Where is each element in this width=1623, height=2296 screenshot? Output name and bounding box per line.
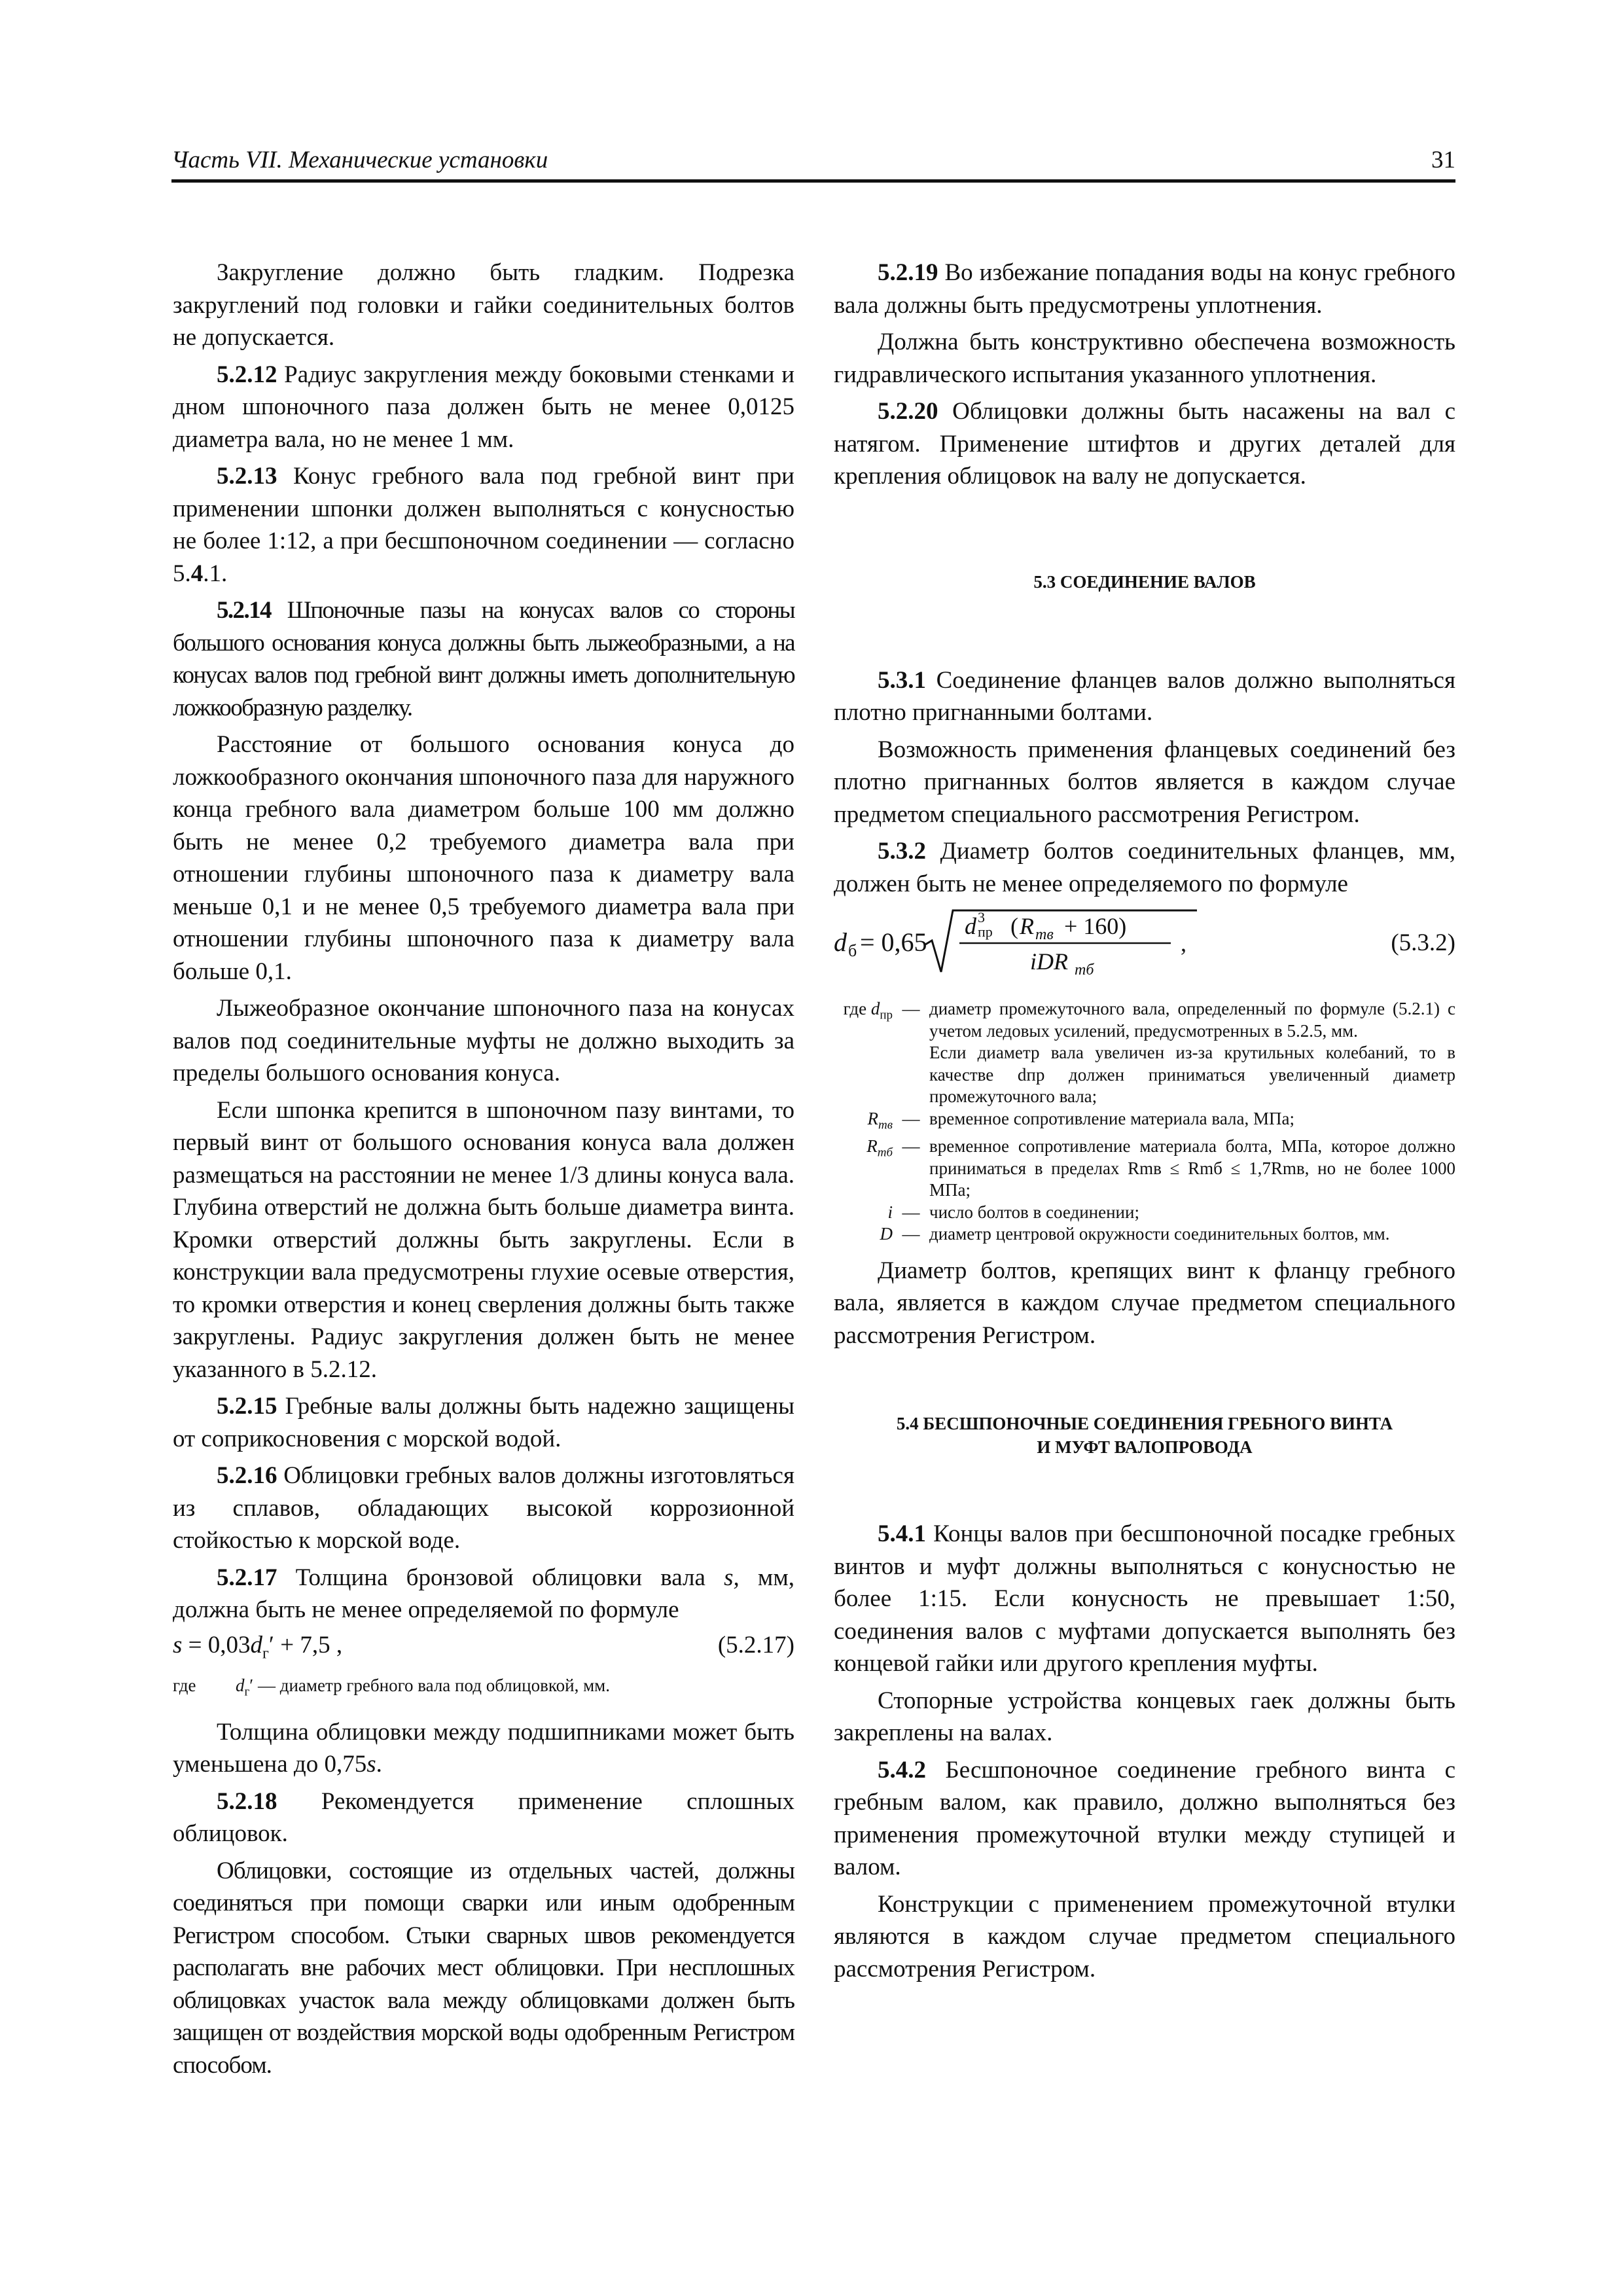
clause-number: 5.4.1 xyxy=(878,1520,926,1548)
svg-text:d: d xyxy=(965,913,976,939)
paragraph: Возможность применения фланцевых соединений без плотно пригнанных болтов является в каждом случае предметом специального рассмотрения Регистром. xyxy=(834,736,1455,828)
formula-expression: $s = 0,03d_г' + 7,5$ , xyxy=(173,1631,343,1662)
legend-item: $R_{mб}$ — временное сопротивление материала болта, МПа, которое должно приниматься в пределах Rmв ≤ Rmб ≤ 1,7Rmв, но не более 1000 МПа; xyxy=(866,1136,1455,1200)
paragraph: Должна быть конструктивно обеспечена возможность гидравлического испытания указанного уплотнения. xyxy=(834,329,1455,388)
clause-5-2-16: 5.2.16 Облицовки гребных валов должны изготовляться из сплавов, обладающих высокой коррозионной стойкостью к морской воде. xyxy=(173,1462,794,1554)
svg-text:пр: пр xyxy=(978,924,993,940)
clause-5-3-2: 5.3.2 Диаметр болтов соединительных фланцев, мм, должен быть не менее определяемого по формуле xyxy=(834,838,1455,897)
paragraph: Лыжеобразное окончание шпоночного паза на конусах валов под соединительные муфты не должно выходить за пределы большого основания конуса. xyxy=(173,995,794,1086)
svg-text:iDR: iDR xyxy=(1030,948,1068,975)
paragraph: Толщина облицовки между подшипниками может быть уменьшена до 0,75s. xyxy=(173,1718,794,1778)
paragraph: Закругление должно быть гладким. Подрезка закруглений под головки и гайки соединительных болтов не допускается. xyxy=(173,259,794,351)
left-column xyxy=(173,257,794,2086)
header-title: Часть VII. Механические установки xyxy=(171,147,548,173)
clause-number: 5.2.14 xyxy=(217,597,271,624)
paragraph: Конструкции с применением промежуточной втулки являются в каждом случае предметом специального рассмотрения Регистром. xyxy=(834,1890,1455,1982)
clause-number: 5.2.17 xyxy=(217,1564,277,1591)
clause-number: 5.2.16 xyxy=(217,1462,277,1489)
clause-5-3-1: 5.3.1 Соединение фланцев валов должно выполняться плотно пригнанными болтами. xyxy=(834,666,1455,726)
paragraph: Диаметр болтов, крепящих винт к фланцу гребного вала, является в каждом случае предметом специального рассмотрения Регистром. xyxy=(834,1257,1455,1349)
formula-5-2-17 xyxy=(173,1631,794,1665)
legend-item: Если диаметр вала увеличен из-за крутильных колебаний, то в качестве dпр должен приниматься увеличенный диаметр промежуточного вала; xyxy=(929,1043,1455,1106)
clause-number: 5.3.1 xyxy=(878,666,926,694)
paragraph: Облицовки, состоящие из отдельных частей, должны соединяться при помощи сварки или иным одобренным Регистром способом. Стыки сварных швов рекомендуется располагать вне рабочих мест облицовки. При несплошных облицовках участок вала между облицовками должен быть защищен от воздействия морской воды одобренным Регистром способом. xyxy=(173,1857,794,2079)
clause-5-2-15: 5.2.15 Гребные валы должны быть надежно защищены от соприкосновения с морской водой. xyxy=(173,1393,794,1452)
formula-5-3-2 xyxy=(834,906,1455,980)
paragraph: Стопорные устройства концевых гаек должны быть закреплены на валах. xyxy=(834,1687,1455,1747)
paragraph: Расстояние от большого основания конуса до ложкообразного окончания шпоночного паза для наружного конца гребного вала диаметром больше 100 мм должно быть не менее 0,2 требуемого диаметра вала при отношении глубины шпоночного паза к диаметру вала меньше 0,1 и не менее 0,5 требуемого диаметра вала при отношении глубины шпоночного паза к диаметру вала больше 0,1. xyxy=(173,731,794,985)
clause-5-2-12: 5.2.12 Радиус закругления между боковыми стенками и дном шпоночного паза должен быть не менее 0,0125 диаметра вала, но не менее 1 мм. xyxy=(173,361,794,453)
svg-text:(: ( xyxy=(1010,913,1018,939)
running-header xyxy=(171,143,1455,183)
svg-text:б: б xyxy=(848,941,857,960)
svg-text:mб: mб xyxy=(1075,961,1094,978)
formula-legend xyxy=(834,998,1455,1246)
right-column xyxy=(834,257,1455,1990)
legend-item: D — диаметр центровой окружности соединительных болтов, мм. xyxy=(880,1224,1390,1244)
svg-text:+ 160): + 160) xyxy=(1064,913,1127,939)
clause-number: 5.2.19 xyxy=(878,259,938,286)
svg-text:= 0,65: = 0,65 xyxy=(860,927,927,957)
paragraph: Если шпонка крепится в шпоночном пазу винтами, то первый винт от большого основания конуса вала должен размещаться на расстоянии не менее 1/3 длины конуса вала. Глубина отверстий не должна быть больше диаметра винта. Кромки отверстий должны быть закруглены. Если в конструкции вала предусмотрены глухие осевые отверстия, то кромки отверстия и конец сверления должны быть также закруглены. Радиус закругления должен быть не менее указанного в 5.2.12. xyxy=(173,1096,794,1383)
svg-text:d: d xyxy=(834,927,847,957)
clause-5-2-20: 5.2.20 Облицовки должны быть насажены на вал с натягом. Применение штифтов и других деталей для крепления облицовок на валу не допускается. xyxy=(834,398,1455,490)
page-number: 31 xyxy=(1431,147,1455,173)
section-heading-5-3: 5.3 СОЕДИНЕНИЕ ВАЛОВ xyxy=(1033,571,1256,592)
clause-5-2-14: 5.2.14 Шпоночные пазы на конусах валов со стороны большого основания конуса должны быть лыжеобразными, а на конусах валов под гребной винт должны иметь дополнительную ложкообразную разделку. xyxy=(173,597,794,721)
formula-number: (5.2.17) xyxy=(717,1631,794,1659)
svg-text:,: , xyxy=(1181,930,1186,956)
clause-number: 5.2.20 xyxy=(878,398,938,425)
section-heading-5-4: 5.4 БЕСШПОНОЧНЫЕ СОЕДИНЕНИЯ ГРЕБНОГО ВИНТА И МУФТ ВАЛОПРОВОДА xyxy=(896,1414,1393,1458)
clause-5-4-1: 5.4.1 Концы валов при бесшпоночной посадке гребных винтов и муфт должны выполняться с конусностью не более 1:15. Если конусность не превышает 1:50, соединения валов с муфтами допускается выполнять без концевой гайки или другого крепления муфты. xyxy=(834,1520,1455,1677)
clause-5-2-13: 5.2.13 Конус гребного вала под гребной винт при применении шпонки должен выполняться с конусностью не более 1:12, а при бесшпоночном соединении — согласно 5.4.1. xyxy=(173,463,794,587)
legend-item: где $d_{пр}$ — диаметр промежуточного вала, определенный по формуле (5.2.1) с учетом ледовых усилений, предусмотренных в 5.2.5, мм. xyxy=(843,999,1455,1041)
clause-number: 5.2.15 xyxy=(217,1393,277,1420)
clause-5-2-18: 5.2.18 Рекомендуется применение сплошных облицовок. xyxy=(173,1787,794,1848)
legend-item: i — число болтов в соединении; xyxy=(887,1202,1139,1222)
clause-number: 5.2.12 xyxy=(217,361,277,388)
clause-number: 5.4.2 xyxy=(878,1756,926,1784)
clause-number: 5.2.13 xyxy=(217,463,277,490)
clause-5-4-2: 5.4.2 Бесшпоночное соединение гребного винта с гребным валом, как правило, должно выполняться без применения промежуточной втулки между ступицей и валом. xyxy=(834,1756,1455,1881)
clause-number: 5.3.2 xyxy=(878,838,926,865)
svg-text:mв: mв xyxy=(1035,926,1054,943)
formula-expression xyxy=(834,906,1200,980)
clause-number: 5.2.18 xyxy=(217,1787,277,1815)
clause-5-2-17: 5.2.17 Толщина бронзовой облицовки вала s, мм, должна быть не менее определяемой по формуле xyxy=(173,1564,795,1623)
legend-item: $R_{mв}$ — временное сопротивление материала вала, МПа; xyxy=(867,1108,1294,1132)
clause-5-2-19: 5.2.19 Во избежание попадания воды на конус гребного вала должны быть предусмотрены уплотнения. xyxy=(834,259,1455,319)
svg-text:3: 3 xyxy=(978,909,985,925)
svg-text:R: R xyxy=(1020,913,1034,939)
formula-legend: где $d_г'$ — диаметр гребного вала под облицовкой, мм. xyxy=(173,1675,611,1698)
formula-number: (5.3.2) xyxy=(1391,929,1455,956)
